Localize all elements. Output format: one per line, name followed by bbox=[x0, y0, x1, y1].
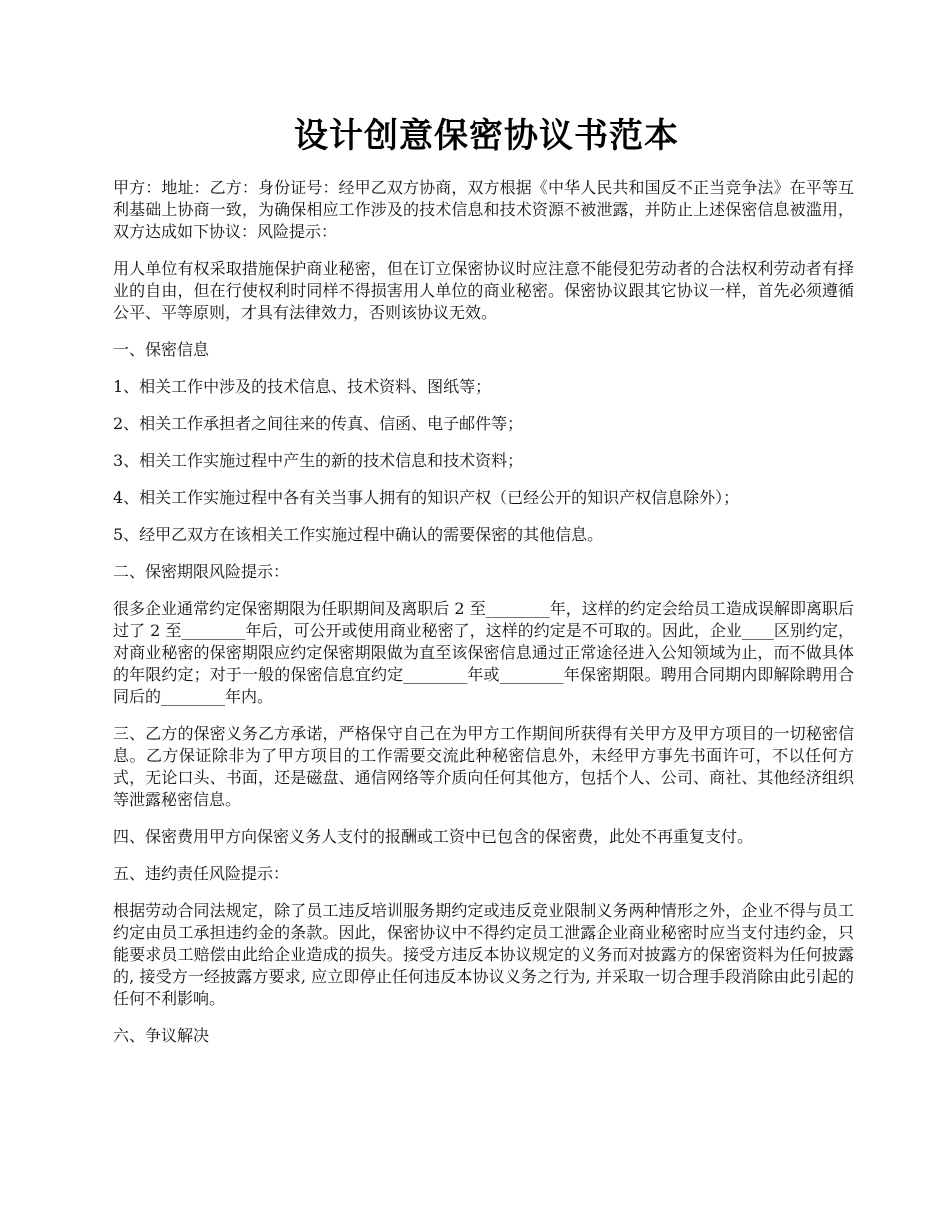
list-item: 2、相关工作承担者之间往来的传真、信函、电子邮件等； bbox=[113, 414, 524, 433]
section-heading-dispute: 六、争议解决 bbox=[113, 1026, 210, 1045]
paragraph-risk-note: 用人单位有权采取措施保护商业秘密，但在订立保密协议时应注意不能侵犯劳动者的合法权利劳动者有择业的自由，但在行使权利时同样不得损害用人单位的商业秘密。保密协议跟其它协议一样，首先必须遵循公平、平等原则，才具有法律效力，否则该协议无效。 bbox=[113, 259, 854, 322]
paragraph-liability: 根据劳动合同法规定，除了员工违反培训服务期约定或违反竞业限制义务两种情形之外，企业不得与员工约定由员工承担违约金的条款。因此，保密协议中不得约定员工泄露企业商业秘密时应当支付违约金，只能要求员工赔偿由此给企业造成的损失。接受方违反本协议规定的义务而对披露方的保密资料为任何披露的, 接受方一经披露方要求, 应立即停止任何违反本协议义务之行为, 并采取一切合理手段消除由此引起的任何不利影响。 bbox=[113, 901, 854, 1008]
document-body bbox=[113, 177, 854, 1047]
list-item: 4、相关工作实施过程中各有关当事人拥有的知识产权（已经公开的知识产权信息除外）； bbox=[113, 488, 740, 507]
list-item: 1、相关工作中涉及的技术信息、技术资料、图纸等； bbox=[113, 377, 492, 396]
paragraph-confidential-period: 很多企业通常约定保密期限为任职期间及离职后 2 至________年，这样的约定会给员工造成误解即离职后过了 2 至________年后，可公开或使用商业秘密了，这样的约定是不可取的。因此，企业____区别约定，对商业秘密的保密期限应约定保密期限做为直至该保密信息通过正常途径进入公知领域为止，而不做具体的年限约定；对于一般的保密信息宜约定________年或________年保密期限。聘用合同期内即解除聘用合同后的________年内。 bbox=[113, 599, 854, 706]
section-heading-confidential-info: 一、保密信息 bbox=[113, 340, 210, 359]
section-heading-liability: 五、违约责任风险提示： bbox=[113, 864, 290, 883]
list-item: 3、相关工作实施过程中产生的新的技术信息和技术资料； bbox=[113, 451, 524, 470]
paragraph-confidential-fee: 四、保密费用甲方向保密义务人支付的报酬或工资中已包含的保密费，此处不再重复支付。 bbox=[113, 827, 754, 846]
paragraph-intro: 甲方：地址：乙方：身份证号：经甲乙双方协商，双方根据《中华人民共和国反不正当竞争法》在平等互利基础上协商一致，为确保相应工作涉及的技术信息和技术资源不被泄露，并防止上述保密信息被滥用，双方达成如下协议：风险提示： bbox=[113, 178, 854, 241]
document-title: 设计创意保密协议书范本 bbox=[294, 116, 679, 156]
section-heading-confidential-period: 二、保密期限风险提示： bbox=[113, 562, 290, 581]
paragraph-confidential-obligation: 三、乙方的保密义务乙方承诺，严格保守自己在为甲方工作期间所获得有关甲方及甲方项目的一切秘密信息。乙方保证除非为了甲方项目的工作需要交流此种秘密信息外，未经甲方事先书面许可，不以任何方式，无论口头、书面，还是磁盘、通信网络等介质向任何其他方，包括个人、公司、商社、其他经济组织等泄露秘密信息。 bbox=[113, 724, 854, 809]
list-item: 5、经甲乙双方在该相关工作实施过程中确认的需要保密的其他信息。 bbox=[113, 525, 604, 544]
